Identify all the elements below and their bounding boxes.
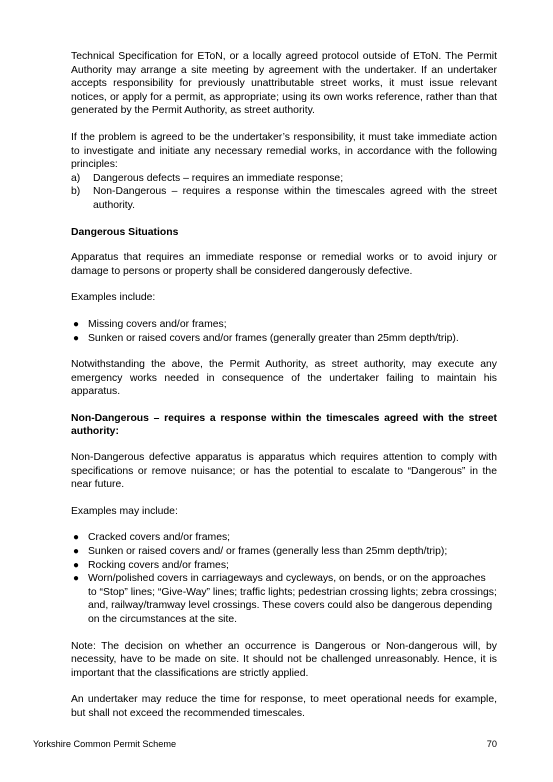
list-item-text: Missing covers and/or frames;	[88, 318, 227, 330]
bullet-icon: ●	[73, 532, 80, 544]
list-item-text: Non-Dangerous – requires a response within the timescales agreed with the street authority.	[93, 186, 497, 211]
non-dangerous-examples-list	[71, 531, 497, 626]
bullet-icon: ●	[73, 318, 80, 330]
page-body	[71, 50, 497, 734]
paragraph-note: Note: The decision on whether an occurrence is Dangerous or Non-dangerous will, by necessity, have to be made on site. It should not be challenged unreasonably. Hence, it is important that the classifications are strictly applied.	[71, 640, 497, 679]
dangerous-examples-list	[71, 318, 497, 345]
paragraph-undertaker-responsibility: If the problem is agreed to be the undertaker’s responsibility, it must take immediate action to investigate and initiate any necessary remedial works, in accordance with the following principles:	[71, 131, 497, 171]
list-item-text: Sunken or raised covers and/ or frames (generally less than 25mm depth/trip);	[88, 546, 448, 558]
paragraph-eton-protocol: Technical Specification for EToN, or a locally agreed protocol outside of EToN. The Permit Authority may arrange a site meeting by agreement with the undertaker. If an undertaker accepts responsibility for previously unattributable street works, it must issue relevant notices, or apply for a permit, as appropriate; using its own works reference, rather than that generated by the Permit Authority, as street authority.	[71, 51, 497, 117]
list-item-text: Rocking covers and/or frames;	[88, 559, 229, 571]
principles-list	[71, 172, 497, 213]
list-item	[71, 332, 497, 346]
list-item-text: Worn/polished covers in carriageways and cycleways, on bends, or on the approaches to “Stop” lines; “Give-Way” lines; traffic lights; pedestrian crossing lights; zebra crossings; and, railway/tramway level crossings. These covers could also be dangerous depending on the circumstances at the site.	[88, 573, 497, 625]
list-item	[71, 318, 497, 332]
paragraph-dangerous-definition: Apparatus that requires an immediate response or remedial works or to avoid injury or damage to persons or property shall be considered dangerously defective.	[71, 252, 497, 277]
footer-title: Yorkshire Common Permit Scheme	[33, 739, 177, 749]
list-item	[71, 572, 497, 626]
list-item-text: Cracked covers and/or frames;	[88, 532, 231, 544]
paragraph-non-dangerous-definition: Non-Dangerous defective apparatus is apparatus which requires attention to comply with specifications or remove nuisance; or has the potential to escalate to “Dangerous” in the near future.	[71, 452, 497, 491]
list-item-text: Sunken or raised covers and/or frames (generally greater than 25mm depth/trip).	[88, 332, 459, 344]
bullet-icon: ●	[73, 559, 80, 571]
bullet-icon: ●	[73, 573, 80, 585]
list-item	[71, 559, 497, 573]
page-number: 70	[486, 739, 497, 749]
list-item	[71, 185, 497, 212]
heading-dangerous-situations: Dangerous Situations	[71, 226, 179, 238]
list-marker: a)	[71, 172, 81, 184]
page-footer	[33, 738, 497, 752]
paragraph-response-time: An undertaker may reduce the time for response, to meet operational needs for example, but shall not exceed the recommended timescales.	[71, 694, 497, 719]
list-marker: b)	[71, 186, 81, 198]
list-item	[71, 531, 497, 545]
bullet-icon: ●	[73, 332, 80, 344]
heading-non-dangerous: Non-Dangerous – requires a response within the timescales agreed with the street authority:	[71, 412, 497, 438]
examples-intro: Examples include:	[71, 292, 156, 304]
paragraph-emergency-works: Notwithstanding the above, the Permit Authority, as street authority, may execute any emergency works needed in consequence of the undertaker failing to maintain his apparatus.	[71, 359, 497, 398]
list-item	[71, 172, 497, 186]
list-item	[71, 545, 497, 559]
examples-intro: Examples may include:	[71, 505, 178, 517]
bullet-icon: ●	[73, 546, 80, 558]
list-item-text: Dangerous defects – requires an immediate response;	[93, 172, 344, 184]
